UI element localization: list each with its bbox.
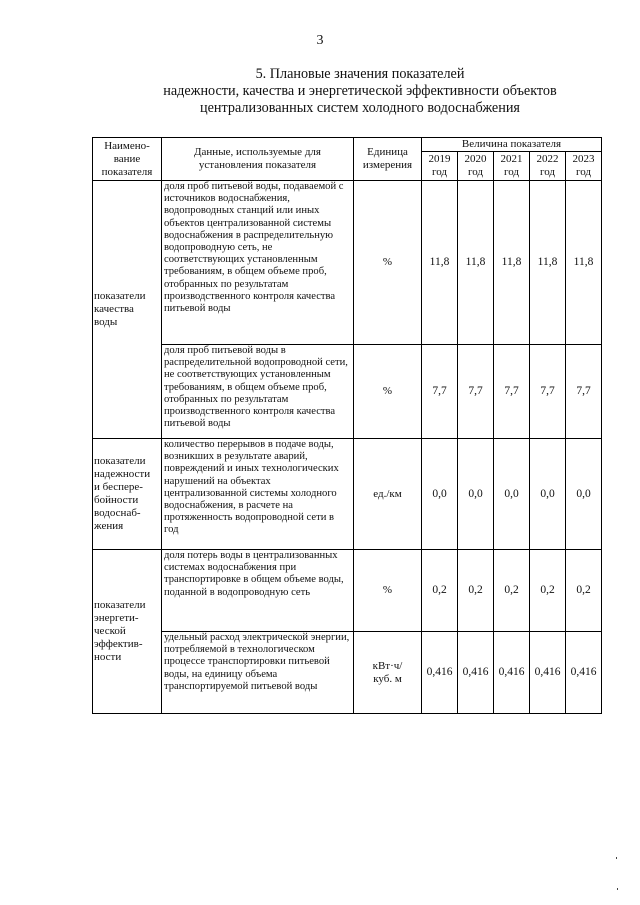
row-description: доля проб питьевой воды в распределительной водопроводной сети, не соответствующих установленным требованиям, в общем объеме проб, отобранных по результатам производственного контроля качества питьевой воды bbox=[162, 345, 354, 439]
value-cell: 0,0 bbox=[494, 439, 530, 550]
scan-speck bbox=[617, 888, 618, 890]
header-name: Наимено- вание показателя bbox=[93, 138, 162, 181]
title-line-2: надежности, качества и энергетической эффективности объектов bbox=[163, 83, 557, 99]
indicators-table bbox=[92, 137, 602, 714]
value-cell: 0,0 bbox=[458, 439, 494, 550]
group-name-energy: показатели энергети- ческой эффектив- ности bbox=[93, 550, 162, 714]
header-year-2019: 2019 год bbox=[422, 152, 458, 181]
value-cell: 0,416 bbox=[422, 632, 458, 714]
value-cell: 0,0 bbox=[566, 439, 602, 550]
row-description: доля потерь воды в централизованных системах водоснабжения при транспортировке в общем объеме воды, поданной в водопроводную сеть bbox=[162, 550, 354, 632]
row-unit: % bbox=[354, 345, 422, 439]
value-cell: 0,416 bbox=[566, 632, 602, 714]
row-unit: % bbox=[354, 550, 422, 632]
table-row bbox=[93, 550, 602, 632]
header-year-2021: 2021 год bbox=[494, 152, 530, 181]
scan-speck bbox=[616, 857, 617, 859]
value-cell: 0,0 bbox=[530, 439, 566, 550]
table-row bbox=[93, 181, 602, 345]
header-value-group: Величина показателя bbox=[422, 138, 602, 152]
value-cell: 0,0 bbox=[422, 439, 458, 550]
header-year-2020: 2020 год bbox=[458, 152, 494, 181]
value-cell: 11,8 bbox=[422, 181, 458, 345]
row-unit: ед./км bbox=[354, 439, 422, 550]
header-data: Данные, используемые для установления показателя bbox=[162, 138, 354, 181]
value-cell: 0,2 bbox=[566, 550, 602, 632]
value-cell: 0,2 bbox=[458, 550, 494, 632]
page-number: 3 bbox=[316, 33, 324, 48]
value-cell: 0,416 bbox=[458, 632, 494, 714]
row-unit: кВт·ч/ куб. м bbox=[354, 632, 422, 714]
value-cell: 7,7 bbox=[530, 345, 566, 439]
value-cell: 11,8 bbox=[494, 181, 530, 345]
document-title bbox=[60, 66, 640, 117]
header-year-2022: 2022 год bbox=[530, 152, 566, 181]
title-line-3: централизованных систем холодного водоснабжения bbox=[200, 100, 520, 116]
value-cell: 0,416 bbox=[530, 632, 566, 714]
value-cell: 7,7 bbox=[458, 345, 494, 439]
title-line-1: 5. Плановые значения показателей bbox=[255, 66, 465, 82]
value-cell: 0,2 bbox=[494, 550, 530, 632]
row-description: доля проб питьевой воды, подаваемой с источников водоснабжения, водопроводных станций или иных объектов централизованной системы водоснабжения в распределительную водопроводную сеть, не соответствующих установленным требованиям, в общем объеме проб, отобранных по результатам производственного контроля качества питьевой воды bbox=[162, 181, 354, 345]
value-cell: 11,8 bbox=[566, 181, 602, 345]
value-cell: 7,7 bbox=[422, 345, 458, 439]
value-cell: 0,2 bbox=[530, 550, 566, 632]
value-cell: 0,416 bbox=[494, 632, 530, 714]
group-name-quality: показатели качества воды bbox=[93, 181, 162, 439]
table-row bbox=[93, 632, 602, 714]
group-name-reliability: показатели надежности и беспере- бойности водоснаб- жения bbox=[93, 439, 162, 550]
value-cell: 7,7 bbox=[494, 345, 530, 439]
header-year-2023: 2023 год bbox=[566, 152, 602, 181]
table-row bbox=[93, 439, 602, 550]
table-row bbox=[93, 345, 602, 439]
row-description: удельный расход электрической энергии, потребляемой в технологическом процессе транспортировки питьевой воды, на единицу объема транспортируемой питьевой воды bbox=[162, 632, 354, 714]
value-cell: 11,8 bbox=[530, 181, 566, 345]
row-description: количество перерывов в подаче воды, возникших в результате аварий, повреждений и иных технологических нарушений на объектах централизованной системы холодного водоснабжения, в расчете на протяженность водопроводной сети в год bbox=[162, 439, 354, 550]
value-cell: 11,8 bbox=[458, 181, 494, 345]
value-cell: 7,7 bbox=[566, 345, 602, 439]
header-unit: Единица измерения bbox=[354, 138, 422, 181]
value-cell: 0,2 bbox=[422, 550, 458, 632]
row-unit: % bbox=[354, 181, 422, 345]
